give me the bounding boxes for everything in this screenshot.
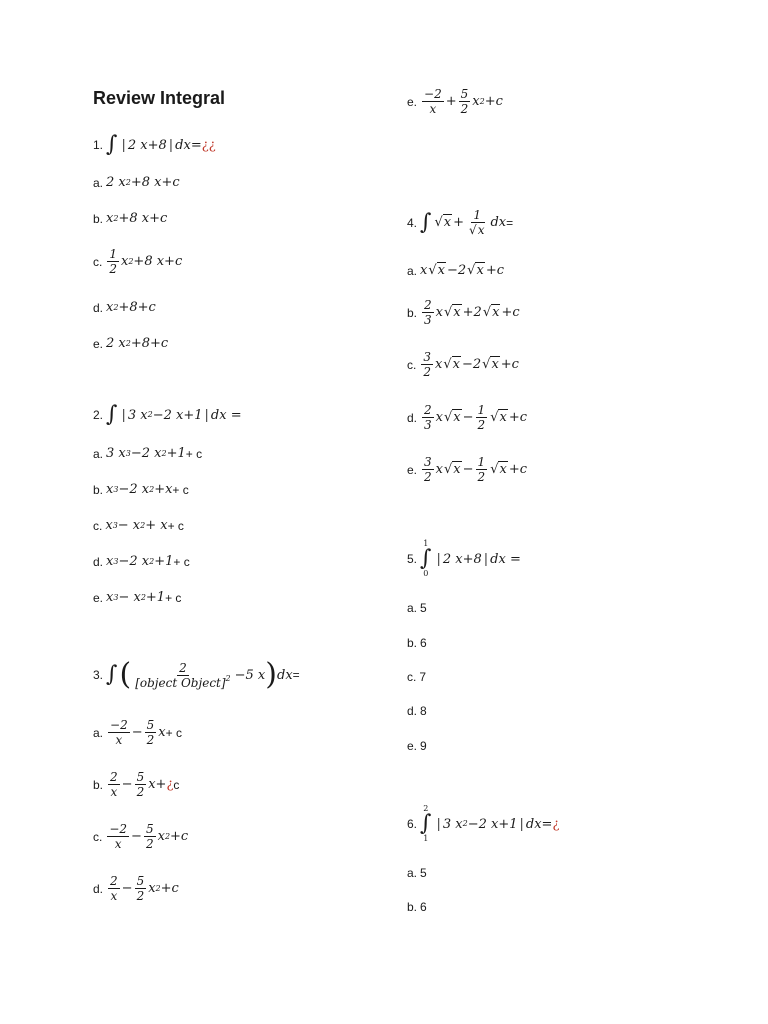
question-6: 6. 2 ∫ 1 | 3 x 2 −2 x+1 | dx= ¿ <box>407 804 560 843</box>
square-root: √x <box>444 305 461 320</box>
q4-option-b: b. $\frac{2}{3}$ x √x +2 √x +c <box>407 298 520 327</box>
fraction: $\frac{1}{√x}$ <box>469 208 485 237</box>
q2-option-d: d. x 3 −2 x 2 +1 + c <box>93 554 190 569</box>
question-3: 3. ∫ ( $\frac{2}{[object Object]^2}$ −5 x ) dx = <box>93 657 300 692</box>
q2-option-e: e. x 3 − x 2 +1 + c <box>93 590 182 605</box>
fraction: $\frac{5}{2}$ <box>460 87 469 116</box>
q5-option-d: d. 8 <box>407 704 427 718</box>
fraction: $\frac{5}{2}$ <box>136 874 145 903</box>
fraction: $\frac{-2}{x}$ <box>109 822 128 851</box>
square-root: √x <box>444 410 461 425</box>
integral-sign: ∫ <box>106 132 118 157</box>
q2-option-a: a. 3 x 3 −2 x 2 +1 + c <box>93 446 203 461</box>
square-root: √x <box>434 215 452 230</box>
q2-option-b: b. x 3 −2 x 2 +x + c <box>93 482 189 497</box>
question-4: 4. ∫ √x + $\frac{1}{√x}$ dx = <box>407 208 514 237</box>
square-root: √x <box>482 305 500 320</box>
q6-option-b: b. 6 <box>407 900 427 914</box>
fraction: $\frac{2}{3}$ <box>424 298 432 327</box>
q3-option-e: e. $\frac{-2}{x}$ + $\frac{5}{2}$ x 2 +c <box>407 87 503 116</box>
q1-option-c: c. $\frac{1}{2}$ x 2 +8 x+c <box>93 247 183 276</box>
definite-integral: 2 ∫ 1 <box>420 804 432 843</box>
fraction: $\frac{-2}{x}$ <box>110 718 128 747</box>
q1-option-a: a. 2 x 2 +8 x+c <box>93 175 180 190</box>
fraction: $\frac{3}{2}$ <box>424 455 432 484</box>
page-title: Review Integral <box>93 88 226 108</box>
integral-sign: ∫ <box>106 402 118 427</box>
fraction: $\frac{5}{2}$ <box>145 822 154 851</box>
q5-option-a: a. 5 <box>407 601 427 615</box>
fraction: $\frac{5}{2}$ <box>146 718 155 747</box>
fraction: $\frac{2}{[object Object]^2}$ <box>135 660 231 690</box>
fraction: $\frac{3}{2}$ <box>423 350 431 379</box>
fraction: $\frac{1}{2}$ <box>477 455 486 484</box>
q5-option-c: c. 7 <box>407 670 427 684</box>
square-root: √x <box>467 263 484 278</box>
definite-integral: 1 ∫ 0 <box>420 539 432 578</box>
square-root: √x <box>490 410 507 425</box>
q6-option-a: a. 5 <box>407 866 427 880</box>
square-root: √x <box>443 357 460 372</box>
fraction: $\frac{1}{2}$ <box>477 403 486 432</box>
square-root: √x <box>444 462 461 477</box>
q4-option-e: e. $\frac{3}{2}$ x √x − $\frac{1}{2}$ √x +c <box>407 455 528 484</box>
fraction: $\frac{2}{x}$ <box>110 770 118 799</box>
q3-option-a: a. $\frac{-2}{x}$ − $\frac{5}{2}$ x + c <box>93 718 182 747</box>
question-5: 5. 1 ∫ 0 | 2 x+8 | dx = <box>407 539 521 578</box>
fraction: $\frac{5}{2}$ <box>136 770 145 799</box>
q1-option-b: b. x 2 +8 x+c <box>93 211 168 226</box>
fraction: $\frac{1}{2}$ <box>109 247 117 276</box>
question-2: 2. ∫ | 3 x 2 −2 x+1 | dx = <box>93 402 242 427</box>
square-root: √x <box>469 223 485 237</box>
q3-option-d: d. $\frac{2}{x}$ − $\frac{5}{2}$ x 2 +c <box>93 874 179 903</box>
q4-option-d: d. $\frac{2}{3}$ x √x − $\frac{1}{2}$ √x +c <box>407 403 528 432</box>
integral-sign: ∫ <box>420 209 432 235</box>
fraction: $\frac{2}{3}$ <box>424 403 432 432</box>
q5-option-b: b. 6 <box>407 636 427 650</box>
integral-sign: ∫ <box>106 662 118 687</box>
square-root: √x <box>482 357 499 372</box>
q3-option-c: c. $\frac{-2}{x}$ − $\frac{5}{2}$ x 2 +c <box>93 822 189 851</box>
fraction: $\frac{2}{x}$ <box>110 874 118 903</box>
q1-option-e: e. 2 x 2 +8+c <box>93 336 169 351</box>
q2-option-c: c. x 3 − x 2 + x + c <box>93 518 184 533</box>
q1-option-d: d. x 2 +8+c <box>93 300 156 315</box>
question-1: 1. ∫ | 2 x+8 | dx= ¿¿ <box>93 132 216 157</box>
q5-option-e: e. 9 <box>407 739 427 753</box>
q4-option-c: c. $\frac{3}{2}$ x √x −2 √x +c <box>407 350 519 379</box>
q3-option-b: b. $\frac{2}{x}$ − $\frac{5}{2}$ x+ ¿ c <box>93 770 180 799</box>
fraction: $\frac{-2}{x}$ <box>424 87 442 116</box>
square-root: √x <box>490 462 507 477</box>
square-root: √x <box>428 263 445 278</box>
q4-option-a: a. x √x −2 √x +c <box>407 263 504 278</box>
